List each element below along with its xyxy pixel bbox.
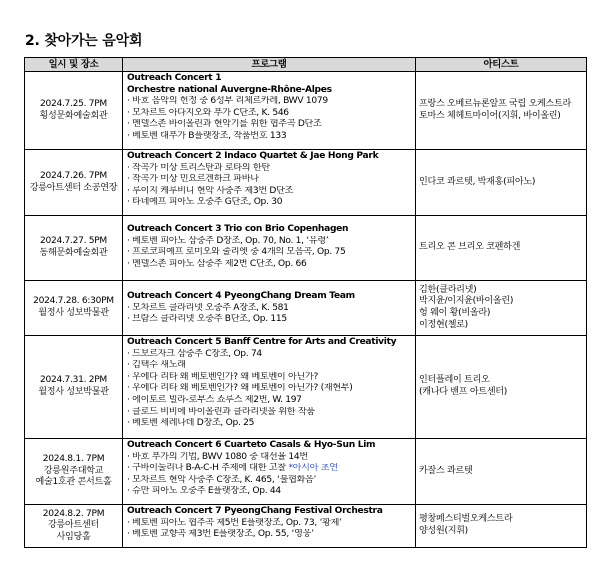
date-place-cell [25,150,123,216]
date-place-cell [25,505,123,548]
program-title: Outreach Concert 2 Indaco Quartet & Jae Hong Park [127,151,379,161]
section-title: 2. 찾아가는 음악회 [25,33,143,49]
concert-row-4 [25,281,587,336]
program-item: · 우에다 리타 왜 베토벤인가? 왜 베토벤이 아닌가? (재현부) [127,383,353,394]
program-cell [123,72,416,150]
program-item: · 에이토르 빌라-로부스 쇼루스 제2번, W. 197 [127,394,302,405]
program-item: · 모차르트 클라리넷 오중주 A장조, K. 581 [127,302,289,313]
program-item: · 베토벤 피아노 협주곡 제5번 E플랫장조, Op. 73, ‘황제’ [127,517,342,528]
artist-cell [416,505,587,548]
artist-name: 인다코 콰르텟, 박재홍(피아노) [419,176,536,187]
artist-name: 트리오 콘 브리오 코펜하겐 [419,242,521,253]
artist-name: 카잘스 콰르텟 [419,465,473,476]
program-item: · 작곡가 미상 민요르겐하크 파바나 [127,174,259,185]
artist-name: 박지윤/이지윤(바이올린) [419,296,514,307]
artist-name: 김한(클라리넷) [419,284,477,295]
program-cell [123,336,416,439]
program-title: Outreach Concert 7 PyeongChang Festival Orchestra [127,506,383,516]
program-item: · 모차르트 현악 사중주 C장조, K. 465, ‘불협화음’ [127,474,317,485]
asia-premiere-note: *아시아 초연 [288,463,338,474]
concert-venue: 월정사 성보박물관 [38,387,109,397]
program-item: · 모차르트 아다지오와 푸가 C단조, K. 546 [127,107,289,118]
program-item: · 멘델스존 피아노 삼중주 제2번 C단조, Op. 66 [127,258,307,269]
concert-date: 2024.7.26. 7PM [40,170,107,181]
program-item: · 타네예프 피아노 오중주 G단조, Op. 30 [127,197,283,208]
concert-venue: 횡성문화예술회관 [39,110,108,121]
artist-name: 이정현(첼로) [419,319,468,330]
concert-venue: 예술1호관 콘서트홀 [35,477,112,488]
artist-cell [416,281,587,336]
program-title: Outreach Concert 6 Cuarteto Casals & Hyo-Sun Lim [127,440,376,450]
program-item: · 베토벤 대푸가 B플랫장조, 작품번호 133 [127,130,287,141]
header-artist: 아티스트 [416,58,587,72]
program-cell [123,281,416,336]
header-date-place: 일시 및 장소 [25,58,123,72]
artist-name: 평창페스티벌오케스트라 [419,514,513,525]
program-item: · 루이지 케루비니 현악 사중주 제3번 D단조 [127,185,294,196]
concert-row-1 [25,72,587,150]
program-item: · 베토벤 피아노 삼중주 D장조, Op. 70, No. 1, ‘유령’ [127,235,329,246]
artist-name: (캐나다 밴프 아트센터) [419,387,508,397]
program-item: · 프로코피예프 로미오와 줄리엣 중 4개의 모음곡, Op. 75 [127,247,346,258]
concert-venue: 강릉원주대학교 [43,465,104,476]
program-cell [123,150,416,216]
program-item-text: · 구바이둘리나 B-A-C-H 주제에 대한 고찰 [127,463,289,474]
program-item: · 클로드 비비에 바이올린과 클라리넷을 위한 작품 [127,406,315,417]
concert-venue: 강릉아트센터 [48,520,99,531]
concert-date: 2024.8.2. 7PM [42,508,105,519]
program-title: Outreach Concert 5 Banff Centre for Arts and Creativity [127,337,397,347]
program-item: · 작곡가 미상 트리스탄과 로타의 한탄 [127,162,270,173]
artist-cell [416,216,587,281]
program-title: Outreach Concert 1 [127,73,222,83]
concert-schedule-table [24,57,587,548]
program-item: · 바흐 음악의 헌정 중 6성부 리체르카레, BWV 1079 [127,96,328,107]
concert-row-6 [25,439,587,505]
concert-date: 2024.7.28. 6:30PM [33,296,114,307]
program-item: · 김택수 새노래 [127,360,186,371]
program-title: Outreach Concert 3 Trio con Brio Copenhagen [127,224,349,234]
artist-cell [416,336,587,439]
artist-name: 인터플레이 트리오 [419,375,490,386]
concert-date: 2024.7.31. 2PM [40,375,107,386]
program-item: · 베토벤 교향곡 제3번 E플랫장조, Op. 55, ‘영웅’ [127,529,314,540]
program-item: · 바흐 푸가의 기법, BWV 1080 중 대선율 14번 [127,451,308,462]
artist-name: 헝 웨이 황(비올라) [419,308,491,318]
program-item: · 베토벤 세레나데 D장조, Op. 25 [127,418,255,429]
artist-name: 프랑스 오베르뉴론알프 국립 오케스트라 [419,98,572,109]
program-item: · 멘델스존 바이올린과 현악기를 위한 협주곡 D단조 [127,119,322,130]
program-item: · 브람스 클라리넷 오중주 B단조, Op. 115 [127,314,287,325]
program-item [127,463,413,475]
date-place-cell [25,281,123,336]
program-item: · 드보르자크 삼중주 C장조, Op. 74 [127,348,262,359]
date-place-cell [25,216,123,281]
header-program: 프로그램 [123,58,416,72]
program-title: Orchestre national Auvergne-Rhône-Alpes [127,84,332,95]
artist-name: 양성원(지휘) [419,526,468,536]
concert-venue: 사임당홀 [56,531,91,542]
concert-venue: 강릉아트센터 소공연장 [29,182,118,193]
date-place-cell [25,72,123,150]
artist-cell [416,150,587,216]
artist-cell [416,72,587,150]
program-item: · 우에다 리타 왜 베토벤인가? 왜 베토벤이 아닌가? [127,371,318,382]
program-title: Outreach Concert 4 PyeongChang Dream Team [127,291,355,301]
concert-row-2 [25,150,587,216]
program-cell [123,439,416,505]
date-place-cell [25,439,123,505]
artist-cell [416,439,587,505]
concert-venue: 월정사 성보박물관 [38,308,109,318]
concert-row-3 [25,216,587,281]
concert-date: 2024.8.1. 7PM [42,454,105,465]
concert-date: 2024.7.27. 5PM [40,236,107,247]
artist-name: 토마스 체헤트마이어(지휘, 바이올린) [419,110,561,121]
concert-row-7 [25,505,587,548]
program-item: · 슈만 피아노 오중주 E플랫장조, Op. 44 [127,486,281,497]
concert-date: 2024.7.25. 7PM [40,98,107,109]
program-cell [123,505,416,548]
concert-venue: 동해문화예술회관 [39,248,108,258]
concert-row-5 [25,336,587,439]
program-cell [123,216,416,281]
date-place-cell [25,336,123,439]
